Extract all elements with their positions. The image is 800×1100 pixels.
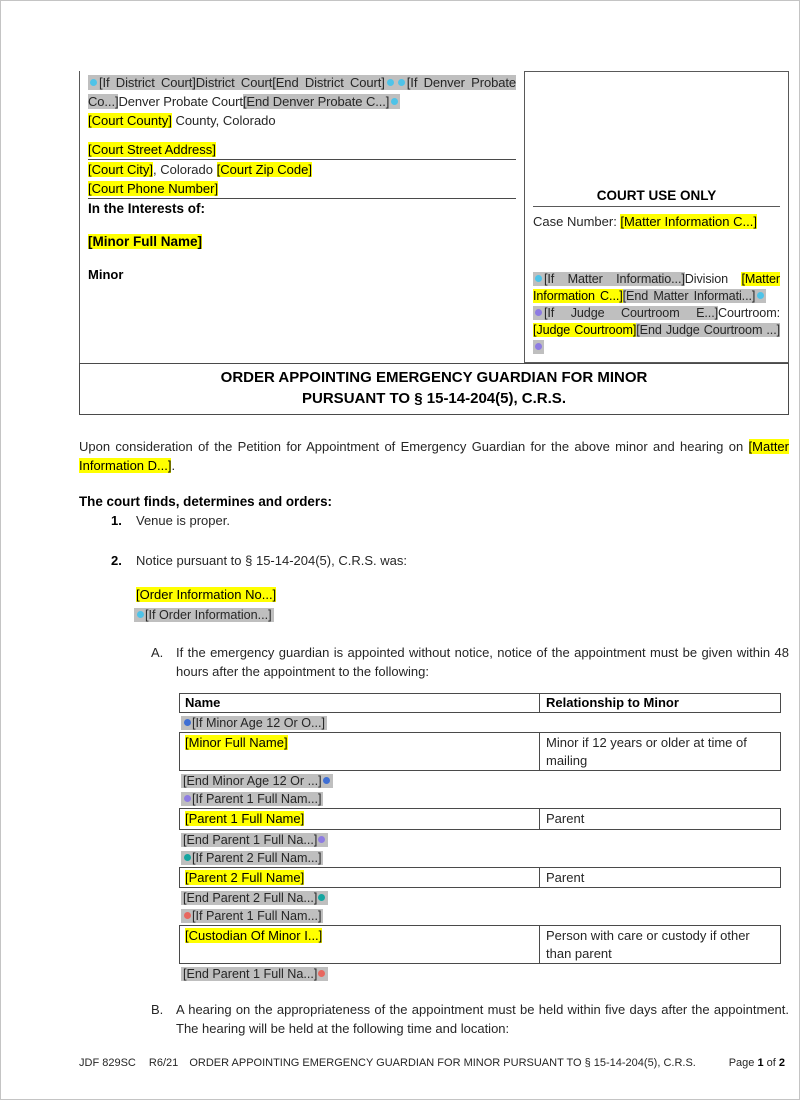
text-run: County, Colorado	[171, 113, 276, 128]
list-item-1	[79, 512, 789, 531]
merge-field[interactable]: [Custodian Of Minor I...]	[185, 928, 323, 943]
conditional-text: [If Matter Informatio...]	[544, 272, 685, 286]
table-row	[179, 925, 781, 964]
text-run: [End Parent 1 Full Na...]	[183, 967, 318, 981]
purple-marker-dot	[535, 343, 542, 350]
table-conditional-marker	[181, 715, 781, 731]
list-item-A-text: If the emergency guardian is appointed without notice, notice of the appointment must be given within 48 hours after the appointment to the following:	[176, 645, 789, 679]
spacer	[88, 130, 516, 140]
text-run: .	[171, 457, 176, 473]
purple-marker-dot	[535, 309, 542, 316]
name-cell	[180, 733, 540, 770]
cyan-marker-dot	[391, 98, 398, 105]
footer-form-info	[79, 1057, 696, 1069]
text-run: Courtroom:	[718, 306, 780, 320]
text-run: Case Number:	[533, 214, 621, 229]
document-title-box	[79, 363, 789, 415]
merge-field[interactable]: [Parent 2 Full Name]	[185, 869, 305, 885]
order-information-field-line	[136, 585, 789, 604]
text-run: [If Minor Age 12 Or O...]	[192, 716, 325, 730]
marker-dot-wrap	[755, 289, 766, 303]
list-item-B	[79, 1001, 789, 1038]
list-number: 2.	[111, 552, 122, 568]
blue-marker-dot	[184, 719, 191, 726]
marker-dot-wrap	[533, 340, 544, 354]
court-use-only-box	[524, 71, 789, 363]
relationship-cell: Person with care or custody if other than parent	[546, 928, 750, 961]
list-item-2-text: Notice pursuant to § 15-14-204(5), C.R.S. was:	[136, 552, 407, 568]
case-number-line	[533, 212, 780, 231]
relationship-cell: Parent	[546, 811, 585, 826]
list-letter: A.	[151, 645, 164, 660]
table-row	[179, 732, 781, 771]
name-cell	[180, 809, 540, 829]
list-item-B-text: A hearing on the appropriateness of the appointment must be held within five days after the appointment. The hearing will be held at the following time and location:	[176, 1002, 789, 1036]
marker-dot-wrap	[389, 94, 400, 109]
column-header-relationship: Relationship to Minor	[546, 695, 679, 710]
list-letter: B.	[151, 1002, 164, 1017]
merge-field[interactable]: [Matter Information D...]	[79, 439, 789, 473]
merge-field[interactable]: [Court Street Address]	[88, 142, 216, 157]
table-conditional-marker	[181, 791, 781, 807]
cyan-marker-dot	[90, 79, 97, 86]
minor-label: Minor	[88, 267, 124, 282]
cyan-marker-dot	[137, 611, 144, 618]
conditional-text: [If District Court]District Court[End District Court]	[99, 75, 385, 90]
minor-full-name-field-line	[88, 232, 516, 251]
blue-marker-dot	[323, 777, 330, 784]
court-phone-line	[88, 179, 516, 199]
text-run: Denver Probate Court	[118, 94, 243, 109]
merge-field[interactable]: [Order Information No...]	[136, 587, 277, 602]
merge-field[interactable]: [Matter Information C...]	[620, 214, 757, 229]
text-run: Upon consideration of the Petition for Appointment of Emergency Guardian for the above minor and hearing on	[79, 439, 749, 454]
name-cell	[180, 926, 540, 963]
spacer	[88, 251, 516, 265]
notice-table	[179, 693, 781, 982]
marker-dot-wrap	[385, 75, 396, 90]
table-row	[179, 808, 781, 830]
division-courtroom-block	[533, 271, 780, 356]
table-conditional-marker	[181, 773, 781, 789]
purple-marker-dot	[184, 795, 191, 802]
table-conditional-marker	[181, 966, 781, 982]
cyan-marker-dot	[387, 79, 394, 86]
conditional-chip	[181, 851, 323, 865]
court-use-only-title: COURT USE ONLY	[533, 188, 780, 207]
text-run: , Colorado	[153, 162, 217, 177]
conditional-chip	[181, 833, 328, 847]
intro-paragraph	[79, 438, 789, 475]
merge-field[interactable]: [Minor Full Name]	[185, 735, 288, 750]
relationship-cell: Parent	[546, 869, 585, 885]
conditional-chip	[181, 967, 328, 981]
conditional-chip	[181, 716, 327, 730]
merge-field[interactable]: [Court Zip Code]	[216, 162, 312, 177]
conditional-chip	[134, 608, 274, 622]
text-run: [End Minor Age 12 Or ...]	[183, 774, 322, 788]
caption-court-info	[79, 71, 520, 363]
conditional-chip	[181, 909, 323, 923]
court-county-line	[88, 111, 516, 130]
list-item-2	[79, 552, 789, 571]
marker-dot-wrap	[88, 75, 99, 90]
cyan-marker-dot	[535, 275, 542, 282]
relationship-cell: Minor if 12 years or older at time of mailing	[546, 735, 747, 768]
text-run: of	[763, 1057, 779, 1069]
cyan-marker-dot	[398, 79, 405, 86]
teal-marker-dot	[184, 854, 191, 861]
list-item-A	[79, 644, 789, 681]
court-type-conditional-line	[88, 73, 516, 111]
interests-label: In the Interests of:	[88, 201, 206, 216]
marker-dot-wrap	[533, 306, 544, 320]
conditional-text: [If Judge Courtroom E...]	[544, 306, 718, 320]
marker-dot-wrap	[533, 272, 544, 286]
footer-form-number: JDF 829SC	[79, 1057, 136, 1069]
text-run: [If Parent 1 Full Nam...]	[192, 909, 322, 923]
name-cell	[180, 868, 540, 888]
conditional-chip	[181, 774, 333, 788]
merge-field[interactable]: [Matter Information C...]	[533, 272, 780, 303]
page-footer	[79, 1057, 785, 1069]
merge-field[interactable]: [Judge Courtroom]	[533, 323, 637, 337]
text-run	[766, 289, 780, 303]
footer-document-title: ORDER APPOINTING EMERGENCY GUARDIAN FOR MINOR PURSUANT TO § 15-14-204(5), C.R.S.	[189, 1057, 696, 1069]
red-marker-dot	[318, 970, 325, 977]
merge-field[interactable]: [Parent 1 Full Name]	[185, 811, 305, 826]
footer-revision: R6/21	[148, 1057, 179, 1069]
findings-heading: The court finds, determines and orders:	[79, 494, 332, 509]
table-row	[179, 867, 781, 889]
teal-marker-dot	[318, 894, 325, 901]
list-number: 1.	[111, 513, 122, 528]
text-run: Division	[684, 272, 742, 286]
cyan-marker-dot	[757, 292, 764, 299]
table-conditional-marker	[181, 890, 781, 906]
text-run: [End Parent 1 Full Na...]	[183, 832, 318, 847]
text-run: 2	[778, 1057, 785, 1069]
spacer	[88, 218, 516, 232]
merge-field[interactable]: [Court Phone Number]	[88, 181, 219, 196]
conditional-text: [If Denver Probate Co...]	[88, 75, 516, 109]
merge-field[interactable]: [Court County]	[88, 113, 172, 128]
table-conditional-marker	[181, 850, 781, 866]
footer-page-number	[729, 1057, 785, 1069]
conditional-text: [End Judge Courtroom ...]	[636, 323, 780, 337]
merge-field[interactable]: [Court City]	[88, 162, 154, 177]
document-title-line2: PURSUANT TO § 15-14-204(5), C.R.S.	[302, 390, 566, 407]
text-run: [If Order Information...]	[145, 608, 272, 622]
text-run: [If Parent 1 Full Nam...]	[192, 792, 322, 806]
document-content	[79, 71, 789, 1038]
table-conditional-marker	[181, 832, 781, 848]
marker-dot-wrap	[396, 75, 407, 90]
list-item-1-text: Venue is proper.	[136, 513, 230, 528]
court-street-address-line	[88, 140, 516, 160]
text-run: [If Parent 2 Full Nam...]	[192, 850, 322, 865]
court-city-zip-line	[88, 160, 516, 179]
conditional-chip	[181, 891, 328, 905]
conditional-chip	[181, 792, 323, 806]
text-run: 1	[757, 1057, 764, 1069]
text-run: Page	[728, 1057, 758, 1069]
conditional-text: [End Matter Informati...]	[622, 289, 756, 303]
table-header-row	[179, 693, 781, 713]
column-header-name: Name	[180, 694, 540, 712]
merge-field[interactable]: [Minor Full Name]	[88, 234, 202, 249]
purple-marker-dot	[318, 836, 325, 843]
order-if-conditional-line	[134, 605, 789, 625]
red-marker-dot	[184, 912, 191, 919]
conditional-text: [End Denver Probate C...]	[242, 94, 390, 109]
caption-block	[79, 71, 789, 363]
table-conditional-marker	[181, 908, 781, 924]
document-title-line1: ORDER APPOINTING EMERGENCY GUARDIAN FOR MINOR	[220, 369, 648, 386]
text-run: [End Parent 2 Full Na...]	[183, 891, 318, 905]
